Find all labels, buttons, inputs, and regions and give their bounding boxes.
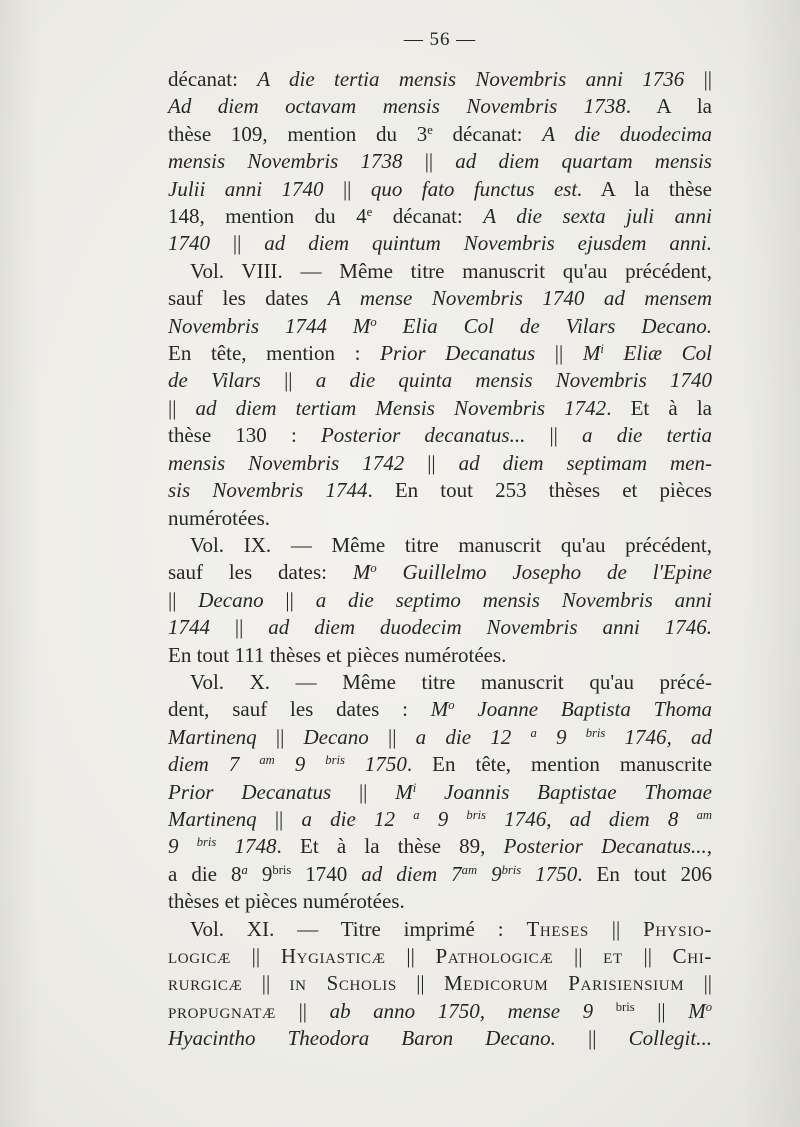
italic-text: de Vilars — [168, 368, 261, 393]
italic-text: M — [430, 697, 449, 722]
text-segment: || — [385, 944, 436, 968]
superscript: bris — [615, 999, 635, 1014]
text-segment: 1740 — [291, 861, 362, 886]
text-line — [168, 888, 712, 915]
text-line — [168, 943, 712, 970]
text-segment: || — [535, 341, 583, 366]
text-line — [168, 367, 712, 394]
italic-text: a die tertia — [582, 423, 712, 448]
text-segment: . A la — [625, 94, 712, 119]
text-segment: . En tout 206 — [577, 861, 713, 886]
text-segment: . En tête, mention manuscrite — [406, 752, 713, 777]
superscript: bris — [325, 753, 345, 768]
text-segment: || — [210, 615, 269, 640]
text-segment: || — [168, 395, 196, 420]
superscript: i — [412, 780, 417, 795]
italic-text: Ad diem octavam mensis Novembris 1738 — [168, 94, 626, 119]
text-line — [168, 724, 712, 751]
italic-text: a die 12 — [415, 724, 531, 749]
italic-text: Collegit... — [628, 1026, 712, 1051]
text-line — [168, 669, 712, 696]
text-segment: || — [331, 779, 396, 804]
text-segment: || — [553, 944, 604, 968]
text-segment: || — [242, 971, 290, 996]
italic-text: Prior Decanatus — [168, 779, 332, 804]
text-line — [168, 477, 712, 504]
italic-text: ad diem duodecim Novembris anni 1746. — [268, 615, 712, 640]
italic-text: Martinenq — [168, 806, 257, 831]
text-segment: || — [323, 176, 371, 201]
text-line — [168, 505, 712, 532]
text-line — [168, 395, 712, 422]
italic-text: Martinenq — [168, 724, 257, 749]
superscript: i — [600, 342, 604, 357]
text-segment: Vol. XI. — Titre imprimé : — [190, 916, 527, 941]
paragraph — [168, 669, 712, 916]
italic-text: Posterior Decanatus..., — [503, 834, 713, 859]
text-line — [168, 93, 712, 120]
text-segment: 148, mention du 4 — [168, 204, 367, 229]
text-segment: décanat: — [168, 67, 258, 91]
text-segment: thèse 130 : — [168, 423, 321, 448]
italic-text: 1744 — [168, 615, 210, 640]
italic-text: 1748 — [216, 834, 277, 859]
small-caps-text: logicæ — [168, 944, 231, 968]
italic-text: M — [395, 779, 413, 804]
italic-text: 9 — [477, 861, 502, 886]
italic-text: Elia Col de Vilars Decano. — [376, 313, 712, 338]
italic-text: Guillelmo Josepho de l'Epine — [376, 560, 713, 585]
italic-text: Julii anni 1740 — [168, 176, 324, 201]
text-line — [168, 998, 712, 1025]
small-caps-text: Medicorum Parisiensium — [443, 971, 685, 996]
italic-text: 9 — [536, 724, 586, 749]
italic-text: 1750 — [521, 861, 578, 886]
body-text — [168, 66, 712, 1053]
superscript: a — [530, 725, 537, 740]
text-segment: sauf les dates — [168, 286, 328, 311]
text-line — [168, 751, 712, 778]
text-line — [168, 313, 712, 340]
text-segment: dent, sauf les dates : — [168, 697, 431, 722]
text-segment: Vol. IX. — Même titre manuscrit qu'au précédent, — [190, 532, 712, 557]
superscript: bris — [501, 862, 522, 877]
text-segment: || — [230, 944, 281, 968]
italic-text: ad diem septimam men- — [458, 450, 712, 475]
italic-text: ad diem tertiam Mensis Novembris 1742 — [195, 395, 607, 420]
text-line — [168, 696, 712, 723]
italic-text: diem 7 — [168, 752, 260, 777]
text-segment: || — [555, 1026, 629, 1051]
text-segment: || — [256, 724, 304, 749]
text-segment: En tête, mention : — [168, 341, 381, 366]
text-segment: thèses et pièces numérotées. — [168, 889, 405, 914]
paragraph — [168, 916, 712, 1053]
page-number: — 56 — — [403, 29, 477, 50]
superscript: o — [370, 314, 377, 329]
superscript: am — [461, 862, 478, 877]
italic-text: Joanne Baptista Thoma — [454, 697, 712, 722]
superscript: am — [259, 753, 275, 768]
text-segment: || — [525, 423, 583, 448]
small-caps-text: propugnatæ — [168, 998, 276, 1023]
text-line — [168, 203, 712, 230]
superscript: bris — [272, 862, 292, 877]
small-caps-text: Pathologicæ — [435, 944, 554, 968]
text-line — [168, 148, 712, 175]
text-segment: || — [634, 998, 689, 1023]
italic-text: Posterior decanatus... — [320, 423, 526, 448]
text-line — [168, 970, 712, 997]
italic-text: M — [352, 560, 371, 585]
text-segment: numérotées. — [168, 505, 271, 530]
superscript: a — [413, 808, 420, 823]
italic-text: Hyacintho Theodora Baron Decano. — [168, 1026, 556, 1051]
text-line — [168, 340, 712, 367]
text-segment: thèse 109, mention du 3 — [168, 121, 428, 146]
italic-text: 1746, ad diem 8 — [486, 806, 697, 831]
superscript: e — [427, 122, 433, 137]
italic-text: 9 — [274, 752, 326, 777]
italic-text: A die duodecima — [542, 121, 713, 146]
text-line — [168, 1025, 712, 1052]
superscript: e — [366, 205, 373, 220]
text-segment: || — [404, 450, 459, 475]
text-segment: En tout 111 thèses et pièces numérotées. — [168, 642, 507, 667]
text-segment: Vol. VIII. — Même titre manuscrit qu'au précédent, — [190, 258, 712, 283]
italic-text: 9 — [168, 834, 197, 859]
text-segment: . Et à la thèse 89, — [276, 834, 504, 859]
italic-text: ad diem 7 — [361, 861, 462, 886]
text-line — [168, 121, 712, 148]
text-segment: || — [684, 67, 713, 91]
text-segment: sauf les dates: — [168, 560, 353, 585]
text-line — [168, 587, 712, 614]
italic-text: M — [582, 341, 601, 366]
text-segment: décanat: — [432, 121, 543, 146]
small-caps-text: in Scholis — [289, 971, 397, 996]
text-segment: || — [684, 971, 712, 996]
italic-text: mensis Novembris 1742 — [168, 450, 405, 475]
italic-text: Novembris 1744 M — [168, 313, 371, 338]
text-segment: . Et à la — [606, 395, 712, 420]
italic-text: 1740 — [168, 231, 210, 256]
text-line — [168, 916, 712, 943]
small-caps-text: Chi- — [672, 944, 712, 968]
text-line — [168, 614, 712, 641]
text-line — [168, 779, 712, 806]
small-caps-text: rurgicæ — [168, 971, 243, 996]
text-segment: décanat: — [372, 204, 484, 229]
italic-text: M — [688, 998, 706, 1023]
text-segment: || — [256, 806, 302, 831]
text-line — [168, 532, 712, 559]
italic-text: a die septimo mensis Novembris anni — [315, 587, 712, 612]
superscript: o — [705, 999, 712, 1014]
italic-text: a die 12 — [301, 806, 414, 831]
italic-text: sis Novembris 1744 — [168, 478, 368, 503]
italic-text: mensis Novembris 1738 — [168, 149, 403, 174]
small-caps-text: et — [603, 944, 623, 968]
text-segment: || — [260, 368, 316, 393]
small-caps-text: Hygiasticæ — [280, 944, 386, 968]
italic-text: ad diem quartam mensis — [455, 149, 712, 174]
text-segment: || — [396, 971, 444, 996]
text-segment: || — [368, 724, 416, 749]
italic-text: A mense Novembris 1740 ad mensem — [327, 286, 712, 311]
text-segment: || — [402, 149, 456, 174]
text-segment: A la thèse — [582, 176, 712, 201]
text-segment: || — [588, 916, 644, 941]
small-caps-text: Physio- — [643, 916, 712, 941]
paragraph — [168, 66, 712, 258]
superscript: bris — [585, 725, 606, 740]
text-line — [168, 258, 712, 285]
text-line — [168, 450, 712, 477]
text-segment: || — [263, 587, 316, 612]
italic-text: ab anno 1750, mense 9 — [329, 998, 616, 1023]
text-line — [168, 230, 712, 257]
italic-text: Decano — [198, 587, 264, 612]
italic-text: Eliæ Col — [603, 341, 713, 366]
small-caps-text: Theses — [526, 916, 589, 941]
italic-text: Prior Decanatus — [380, 341, 536, 366]
italic-text: A die tertia mensis Novembris anni 1736 — [257, 67, 685, 91]
text-line — [168, 66, 712, 93]
text-segment: . En tout 253 thèses et pièces — [367, 478, 712, 503]
italic-text: a die quinta mensis Novembris 1740 — [315, 368, 712, 393]
text-line — [168, 806, 712, 833]
text-segment: || — [622, 944, 673, 968]
italic-text: 1750 — [344, 752, 407, 777]
italic-text: ad diem quintum Novembris ejusdem anni. — [264, 231, 712, 256]
italic-text: 9 — [419, 806, 467, 831]
text-segment: || — [210, 231, 265, 256]
text-line — [168, 861, 712, 888]
text-line — [168, 176, 712, 203]
superscript: bris — [196, 835, 217, 850]
text-line — [168, 422, 712, 449]
text-line — [168, 642, 712, 669]
text-line — [168, 285, 712, 312]
superscript: am — [696, 808, 712, 823]
text-line — [168, 833, 712, 860]
italic-text: Decano — [303, 724, 369, 749]
text-segment: a die 8 — [168, 861, 242, 886]
paragraph — [168, 532, 712, 669]
italic-text: 1746, ad — [605, 724, 712, 749]
text-segment: 9 — [247, 861, 273, 886]
superscript: o — [448, 698, 455, 713]
text-line — [168, 559, 712, 586]
text-segment: || — [168, 587, 199, 612]
italic-text: Joannis Baptistae Thomae — [416, 779, 712, 804]
text-segment: || — [276, 998, 330, 1023]
superscript: o — [370, 561, 377, 576]
superscript: a — [241, 862, 248, 877]
text-segment: Vol. X. — Même titre manuscrit qu'au précé- — [190, 669, 712, 694]
italic-text: quo fato functus est. — [370, 176, 583, 201]
superscript: bris — [466, 808, 487, 823]
paragraph — [168, 258, 712, 532]
italic-text: A die sexta juli anni — [483, 204, 712, 229]
